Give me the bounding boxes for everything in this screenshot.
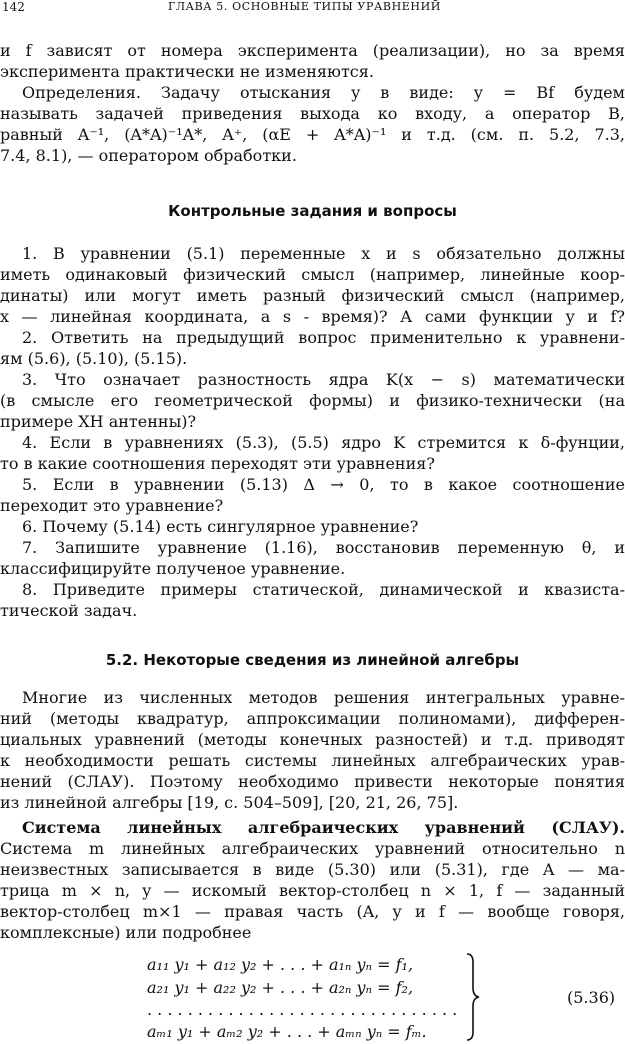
equation-row: aₘ₁ y₁ + aₘ₂ y₂ + . . . + aₘₙ yₙ = fₘ. [147,1022,427,1041]
question-line: 6. Почему (5.14) есть сингулярное уравнение? [22,517,419,536]
question-line: ям (5.6), (5.10), (5.15). [0,349,188,368]
text-line: ний (методы квадратур, аппроксимации полиномами), дифферен- [0,709,625,728]
text-line: и f зависят от номера эксперимента (реализации), но за время [0,41,625,60]
question-line: переходит это уравнение? [0,496,224,515]
question-line: 3. Что означает разностность ядра K(x − s) математически [22,370,625,389]
text-line: равный A⁻¹, (A*A)⁻¹A*, A⁺, (αE + A*A)⁻¹ и т.д. (см. п. 5.2, 7.3, [0,125,625,144]
text-line: нений (СЛАУ). Поэтому необходимо привести некоторые понятия [0,772,625,791]
question-line: 5. Если в уравнении (5.13) Δ → 0, то в какое соотношение [22,475,625,494]
question-line: то в какие соотношения переходят эти уравнения? [0,454,435,473]
chapter-title: ГЛАВА 5. ОСНОВНЫЕ ТИПЫ УРАВНЕНИЙ [168,0,441,13]
text-line: неизвестных записывается в виде (5.30) или (5.31), где A — ма- [0,860,625,879]
text-line: Система m линейных алгебраических уравнений относительно n [0,839,625,858]
question-line: 8. Приведите примеры статической, динамической и квазиста- [22,580,625,599]
section-heading: Контрольные задания и вопросы [168,202,457,220]
equation-row: a₂₁ y₁ + a₂₂ y₂ + . . . + a₂ₙ yₙ = f₂, [147,978,414,997]
section-heading: 5.2. Некоторые сведения из линейной алгебры [105,651,520,669]
text-line: трица m × n, y — искомый вектор-столбец n × 1, f — заданный [0,881,625,900]
text-line: к необходимости решать системы линейных алгебраических урав- [0,751,625,770]
text-line: Многие из численных методов решения интегральных уравне- [22,688,625,707]
equation-row: . . . . . . . . . . . . . . . . . . . . . . . . . . . . . . . [147,1000,458,1019]
question-line: динаты) или могут иметь разный физический смысл (например, [0,286,625,305]
question-line: 4. Если в уравнениях (5.3), (5.5) ядро K стремится к δ-фунции, [22,433,625,452]
question-line: 2. Ответить на предыдущий вопрос применительно к уравнени- [22,328,625,347]
text-line: комплексные) или подробнее [0,923,252,942]
page-number: 142 [2,0,25,14]
question-line: классифицируйте полученое уравнение. [0,559,346,578]
question-line: (в смысле его геометрической формы) и физико-технически (на [0,391,625,410]
question-line: 7. Запишите уравнение (1.16), восстановив переменную θ, и [22,538,625,557]
text-line: 7.4, 8.1), — оператором обработки. [0,146,297,165]
question-line: иметь одинаковый физический смысл (например, линейные коор- [0,265,625,284]
question-line: тической задач. [0,601,138,620]
term-heading: Система линейных алгебраических уравнений (СЛАУ). [22,818,625,837]
question-line: x — линейная координата, а s - время)? А сами функции y и f? [0,307,625,326]
equation-row: a₁₁ y₁ + a₁₂ y₂ + . . . + a₁ₙ yₙ = f₁, [147,955,414,974]
running-head [0,0,625,14]
text-line: называть задачей приведения выхода ко входу, а оператор B, [0,104,625,123]
right-brace-icon [466,952,480,1042]
text-line: циальных уравнений (методы конечных разностей) и т.д. приводят [0,730,625,749]
equation-number: (5.36) [567,988,616,1007]
text-line: эксперимента практически не изменяются. [0,62,374,81]
question-line: 1. В уравнении (5.1) переменные x и s обязательно должны [22,244,625,263]
question-line: примере ХН антенны)? [0,412,197,431]
definition-line: Определения. Задачу отыскания y в виде: y = Bf будем [22,83,625,102]
text-line: из линейной алгебры [19, с. 504–509], [20, 21, 26, 75]. [0,793,459,812]
text-line: вектор-столбец m×1 — правая часть (A, y и f — вообще говоря, [0,902,625,921]
